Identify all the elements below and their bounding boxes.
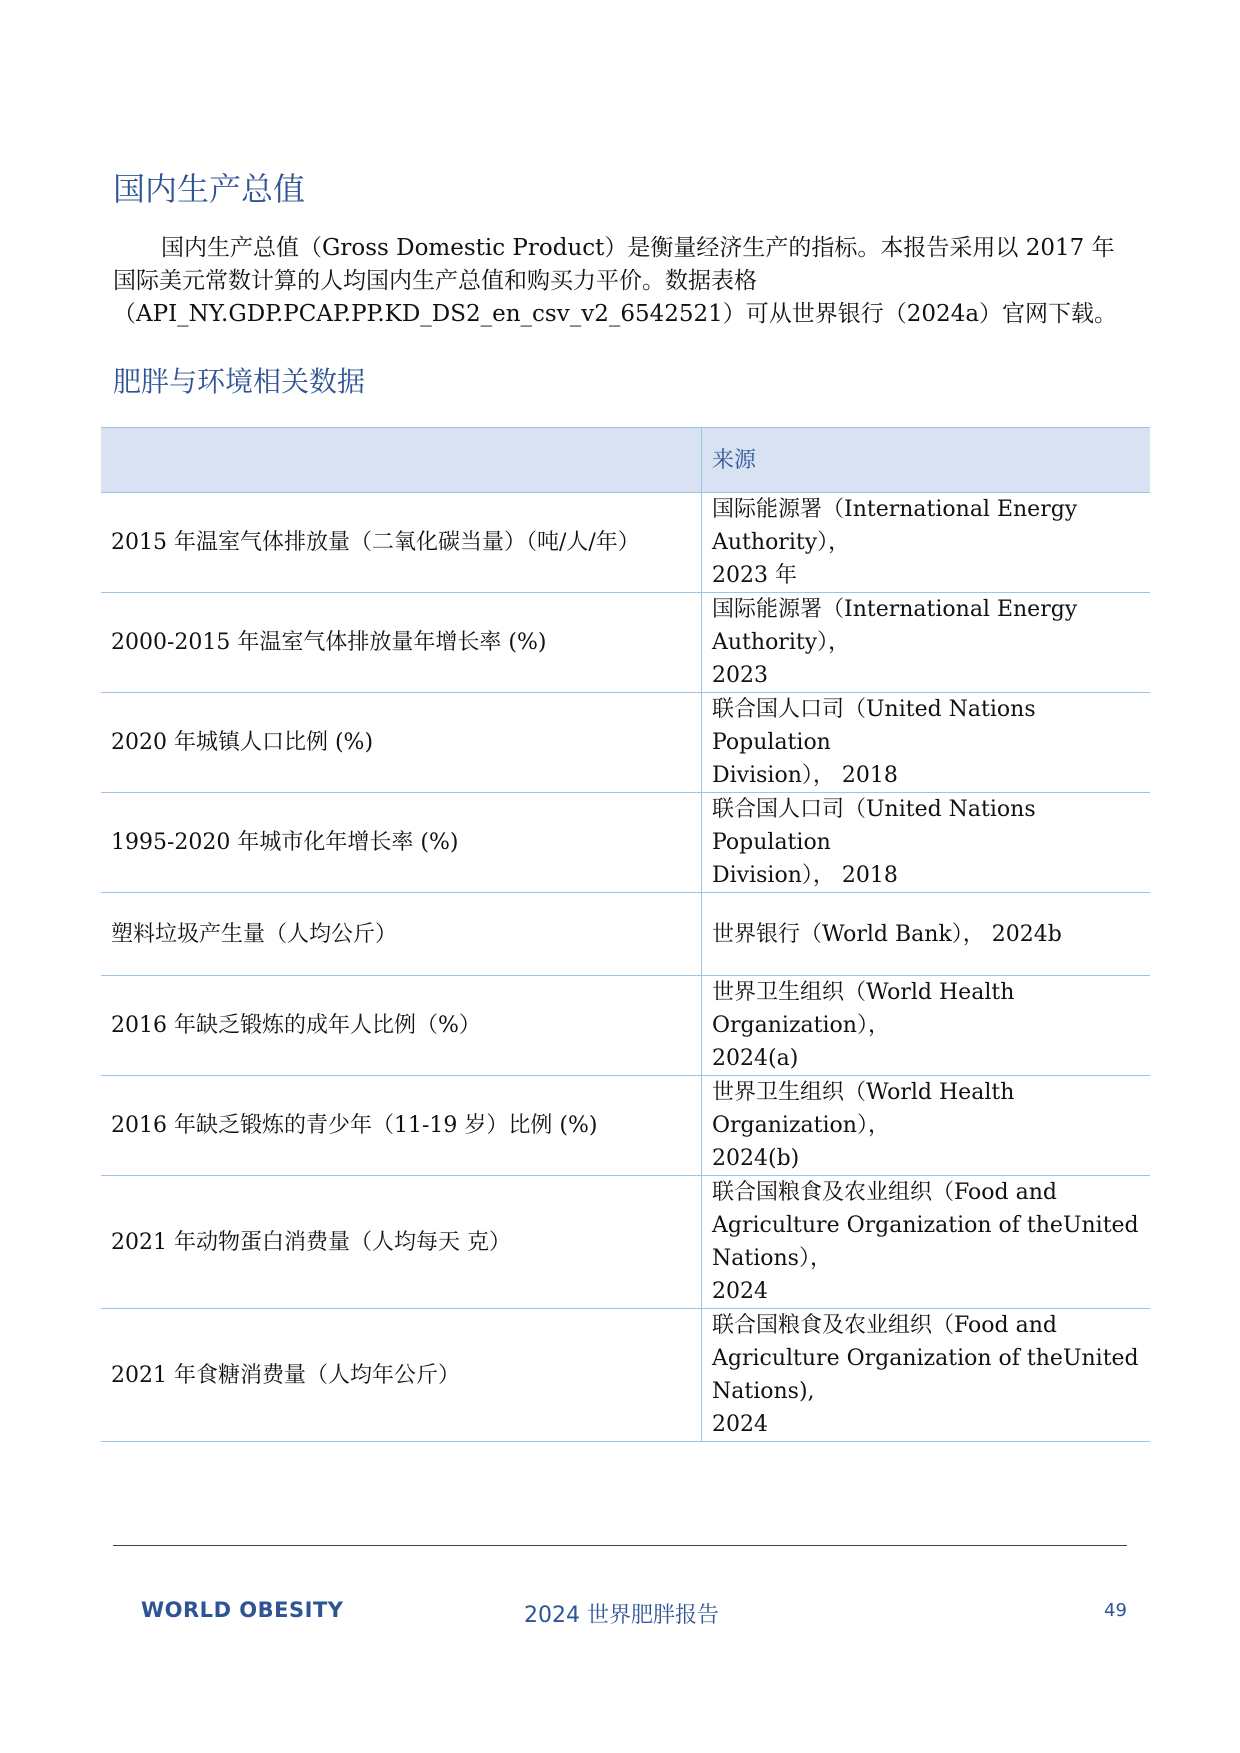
source-line: 2024(b) <box>712 1146 800 1171</box>
section-title-environment: 肥胖与环境相关数据 <box>113 365 366 398</box>
table-row <box>101 976 1150 1076</box>
source-cell <box>702 1176 1151 1309</box>
table-row <box>101 1176 1150 1309</box>
source-line: 联合国人口司（United Nations Population <box>712 797 1036 855</box>
indicator-cell: 2020 年城镇人口比例 (%) <box>101 693 702 793</box>
indicator-cell: 2016 年缺乏锻炼的青少年（11-19 岁）比例 (%) <box>101 1076 702 1176</box>
source-line: 世界卫生组织（World Health Organization）， <box>712 980 1015 1038</box>
indicator-cell: 2000-2015 年温室气体排放量年增长率 (%) <box>101 593 702 693</box>
indicator-cell: 1995-2020 年城市化年增长率 (%) <box>101 793 702 893</box>
source-cell <box>702 1076 1151 1176</box>
source-line: 联合国人口司（United Nations Population <box>712 697 1036 755</box>
page-number: 49 <box>1104 1600 1127 1621</box>
source-line: 世界卫生组织（World Health Organization）， <box>712 1080 1015 1138</box>
world-obesity-logo <box>141 1598 343 1622</box>
source-cell <box>702 493 1151 593</box>
indicator-cell: 塑料垃圾产生量（人均公斤） <box>101 893 702 976</box>
header-indicator-cell <box>101 428 702 493</box>
source-line: 联合国粮食及农业组织（Food and <box>712 1180 1057 1205</box>
source-cell <box>702 1309 1151 1442</box>
source-line: Agriculture Organization of theUnited Nations）， <box>712 1213 1139 1271</box>
table-row <box>101 793 1150 893</box>
indicator-cell: 2015 年温室气体排放量（二氧化碳当量）（吨/人/年） <box>101 493 702 593</box>
table-row <box>101 1309 1150 1442</box>
source-cell <box>702 793 1151 893</box>
source-line: 国际能源署（International Energy Authority）， <box>712 597 1078 655</box>
footer-divider <box>113 1545 1127 1546</box>
source-line: 2023 年 <box>712 563 797 588</box>
source-line: 2023 <box>712 663 768 688</box>
indicator-cell: 2016 年缺乏锻炼的成年人比例（%） <box>101 976 702 1076</box>
table-row <box>101 893 1150 976</box>
table-header-row <box>101 428 1150 493</box>
table-row <box>101 493 1150 593</box>
table-row <box>101 1076 1150 1176</box>
source-line: 2024(a) <box>712 1046 799 1071</box>
source-line: Division）， 2018 <box>712 763 898 788</box>
source-cell <box>702 693 1151 793</box>
source-line: 2024 <box>712 1279 768 1304</box>
source-line: 2024 <box>712 1412 768 1437</box>
gdp-paragraph <box>113 232 1133 331</box>
source-cell <box>702 593 1151 693</box>
environment-data-table <box>101 427 1150 1442</box>
source-line: Agriculture Organization of theUnited Nations), <box>712 1346 1139 1404</box>
source-cell <box>702 976 1151 1076</box>
source-line: 国际能源署（International Energy Authority）， <box>712 497 1078 555</box>
source-line: 世界银行（World Bank）， 2024b <box>712 921 1062 947</box>
source-line: 联合国粮食及农业组织（Food and <box>712 1313 1057 1338</box>
header-source-cell: 来源 <box>702 428 1151 493</box>
source-cell <box>702 893 1151 976</box>
section-title-gdp: 国内生产总值 <box>113 170 306 208</box>
logo-text: WORLD OBESITY <box>141 1598 344 1622</box>
source-line: Division）， 2018 <box>712 863 898 888</box>
indicator-cell: 2021 年动物蛋白消费量（人均每天 克） <box>101 1176 702 1309</box>
paragraph-line: 国际美元常数计算的人均国内生产总值和购买力平价。数据表格 <box>113 268 757 294</box>
table-row <box>101 693 1150 793</box>
paragraph-line: 国内生产总值（Gross Domestic Product）是衡量经济生产的指标。本报告采用以 2017 年 <box>161 235 1115 261</box>
footer-report-title: 2024 世界肥胖报告 <box>524 1603 719 1628</box>
indicator-cell: 2021 年食糖消费量（人均年公斤） <box>101 1309 702 1442</box>
paragraph-line: （API_NY.GDP.PCAP.PP.KD_DS2_en_csv_v2_6542521）可从世界银行（2024a）官网下载。 <box>113 301 1118 327</box>
table-row <box>101 593 1150 693</box>
